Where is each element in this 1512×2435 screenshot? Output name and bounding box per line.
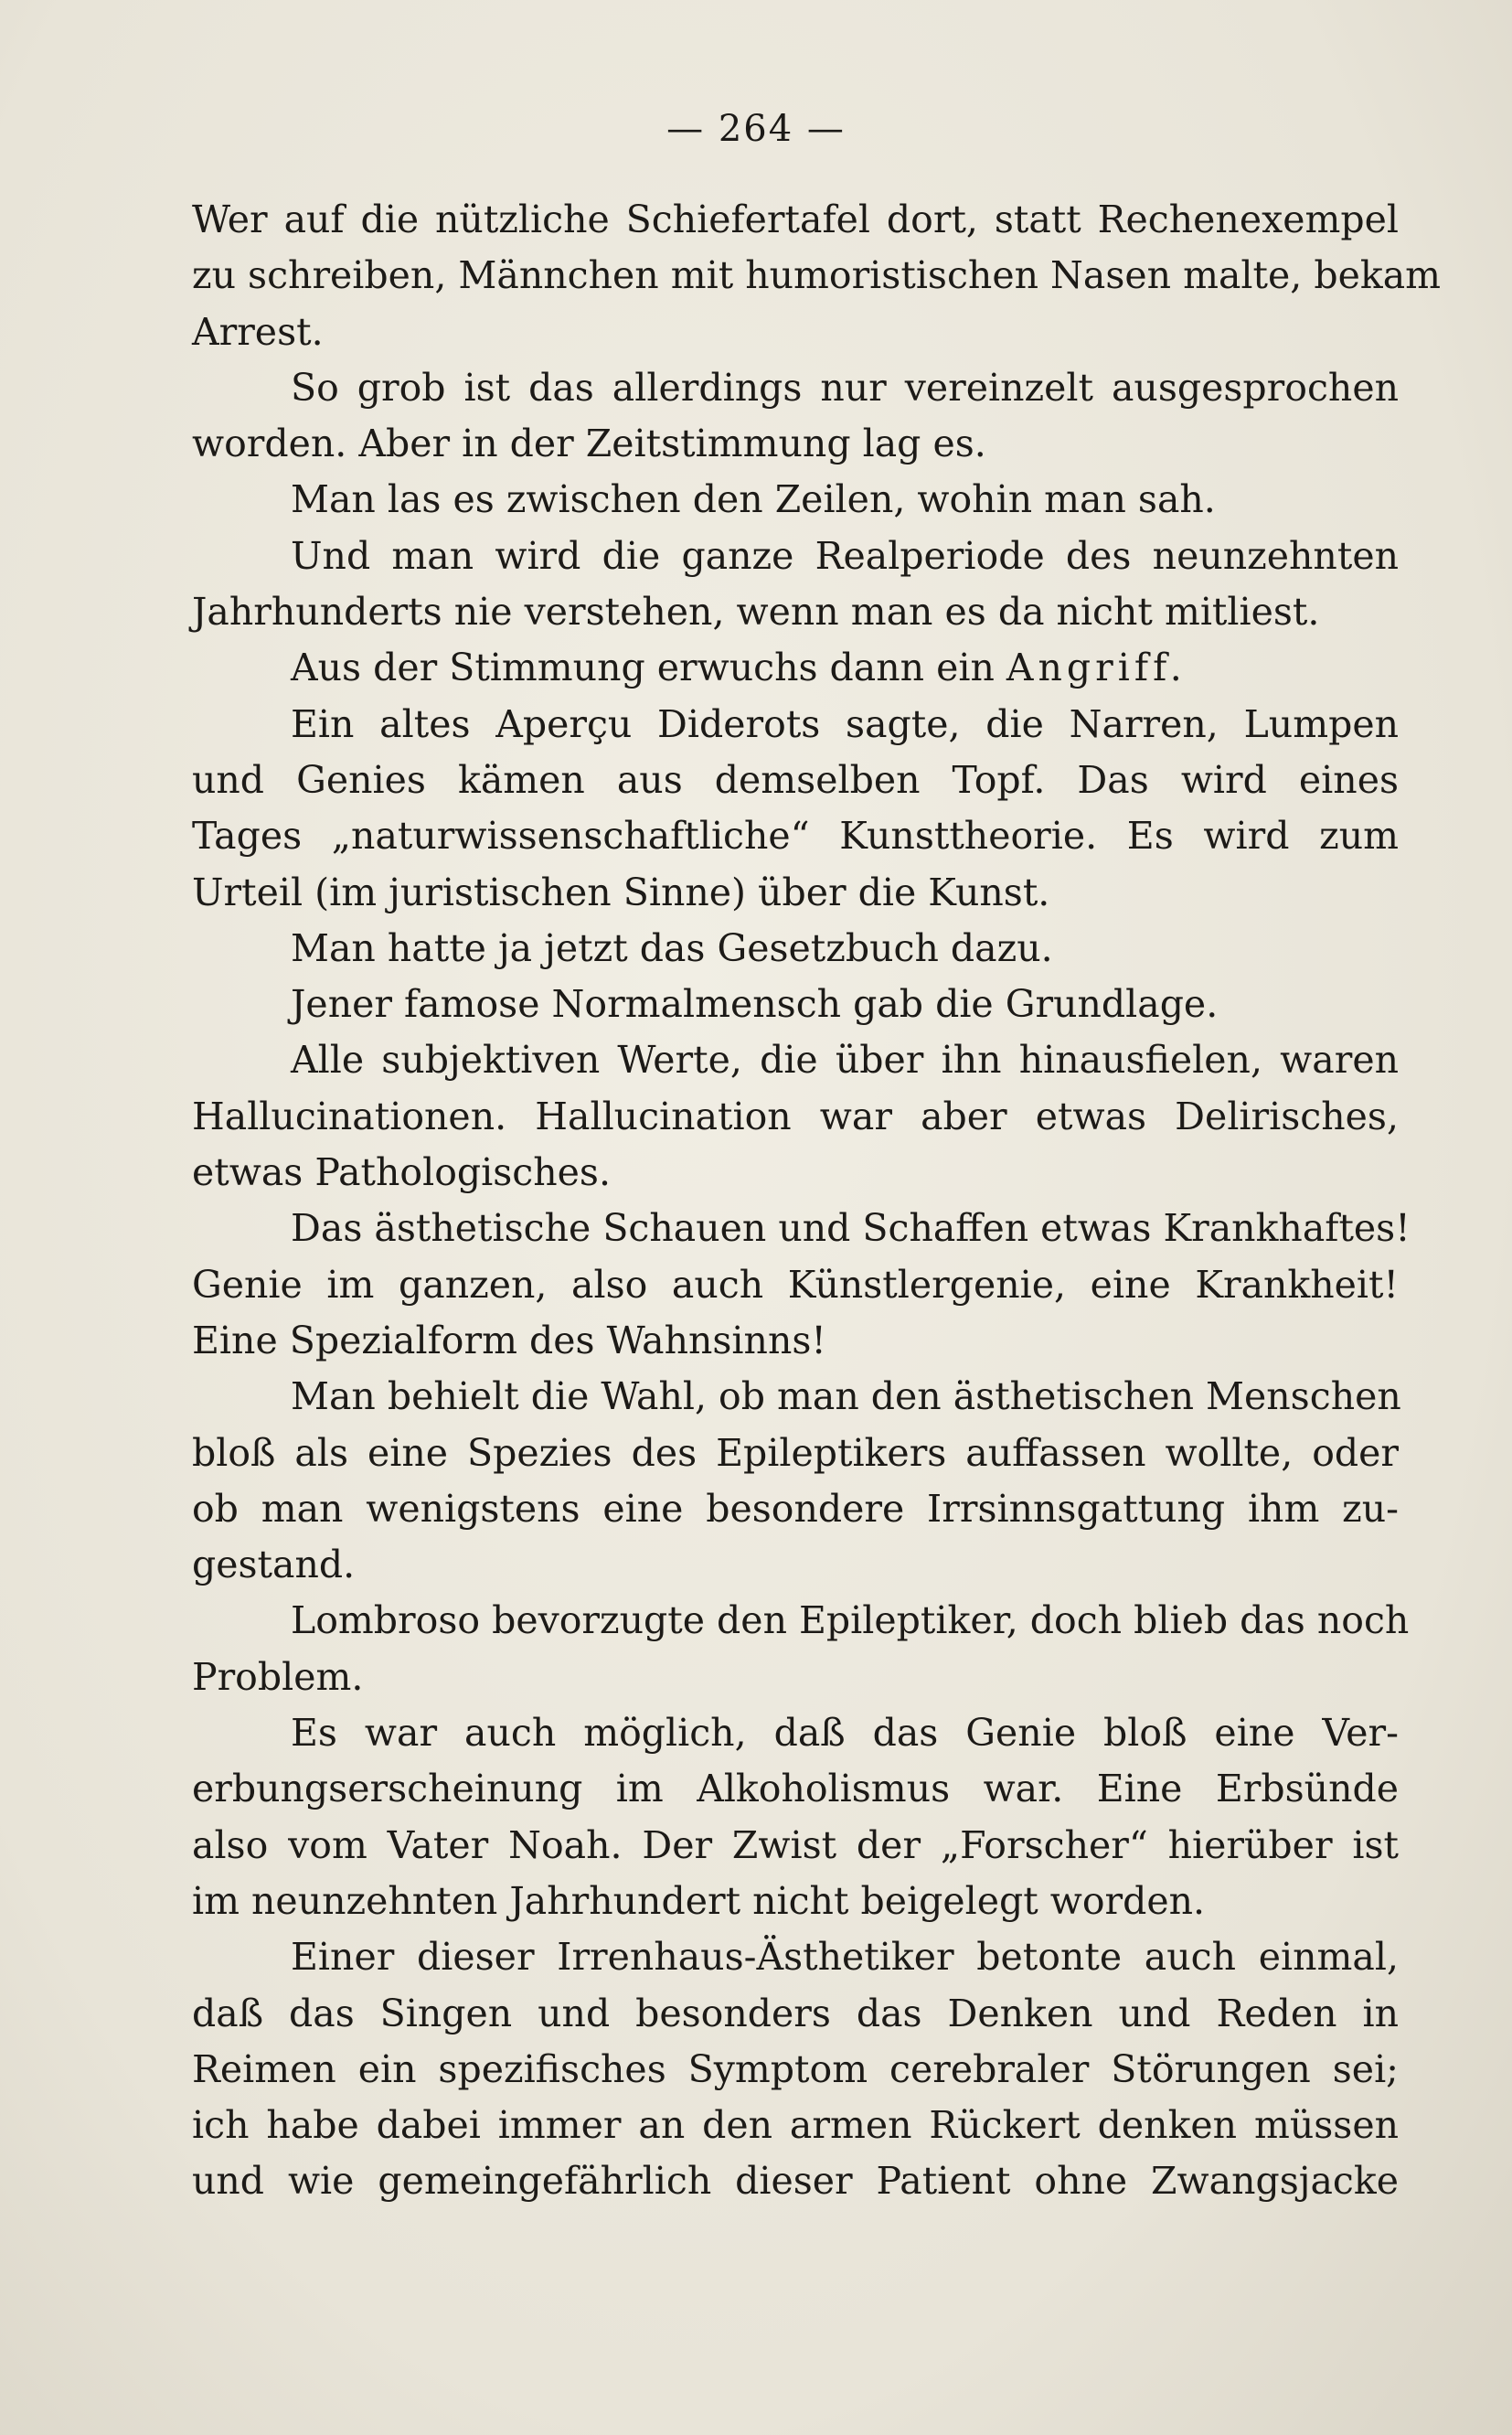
text-line-content: Eine Spezialform des Wahnsinns! [192, 1318, 826, 1362]
text-line [192, 1818, 1399, 1874]
text-line [192, 192, 1399, 248]
text-line-content: daß das Singen und besonders das Denken und Reden in [192, 1991, 1399, 2035]
text-line-content: Jahrhunderts nie verstehen, wenn man es da nicht mitliest. [192, 590, 1320, 635]
text-line [192, 529, 1399, 584]
text-line [192, 1032, 1399, 1088]
text-line [192, 1593, 1410, 1649]
text-line-content: bloß als eine Spezies des Epileptikers auffassen wollte, oder [192, 1430, 1399, 1475]
text-line [192, 1929, 1399, 1985]
body-text [192, 192, 1442, 2210]
text-line-content: Ein altes Aperçu Diderots sagte, die Narren, Lumpen [291, 701, 1399, 746]
text-line [192, 1761, 1399, 1817]
text-line [192, 1481, 1399, 1537]
text-line-content: ich habe dabei immer an den armen Rückert denken müssen [192, 2103, 1399, 2148]
text-line [192, 1537, 1399, 1593]
text-line-content: Man las es zwischen den Zeilen, wohin man sah. [291, 477, 1216, 522]
text-line [192, 1650, 1399, 1705]
text-line-content: Lombroso bevorzugte den Epileptiker, doch blieb das noch [291, 1598, 1410, 1643]
text-line-content: im neunzehnten Jahrhundert nicht beigelegt worden. [192, 1878, 1206, 1923]
text-line-content: Arrest. [192, 309, 324, 354]
text-line [192, 304, 1399, 360]
text-line [192, 753, 1399, 808]
page-number: — 264 — [666, 108, 846, 150]
text-line-content: Das ästhetische Schauen und Schaffen etwas Krankhaftes! [291, 1206, 1411, 1251]
text-line-content: ob man wenigstens eine besondere Irrsinnsgattung ihm zu- [192, 1486, 1399, 1531]
text-line [192, 416, 1399, 472]
text-line [192, 640, 1399, 696]
text-line [192, 584, 1399, 640]
text-line-content: Wer auf die nützliche Schiefertafel dort, statt Rechenexempel [192, 198, 1399, 241]
text-line-content: worden. Aber in der Zeitstimmung lag es. [192, 422, 986, 466]
text-line-content: gestand. [192, 1543, 356, 1587]
text-line [192, 808, 1399, 864]
text-line [192, 977, 1399, 1032]
text-line-content: Reimen ein spezifisches Symptom cerebraler Störungen sei; [192, 2046, 1399, 2091]
text-line [192, 360, 1399, 416]
text-line-content: Urteil (im juristischen Sinne) über die Kunst. [192, 870, 1050, 914]
text-line [192, 1874, 1399, 1929]
text-line [192, 1426, 1399, 1481]
text-line [192, 1201, 1411, 1256]
text-line-content: Einer dieser Irrenhaus-Ästhetiker betonte auch einmal, [291, 1935, 1399, 1980]
text-line-content: Man hatte ja jetzt das Gesetzbuch dazu. [291, 925, 1053, 970]
text-line-content: Problem. [192, 1654, 364, 1699]
text-line-content: und wie gemeingefährlich dieser Patient ohne Zwangsjacke [192, 2159, 1399, 2204]
text-line-content: etwas Pathologisches. [192, 1150, 612, 1195]
text-line [192, 865, 1399, 921]
emphasized-word: Angriff. [1006, 646, 1187, 690]
text-line-content: Alle subjektiven Werte, die über ihn hinausfielen, waren [291, 1038, 1399, 1083]
text-line-content: Genie im ganzen, also auch Künstlergenie, eine Krankheit! [192, 1262, 1399, 1307]
text-line-content: Und man wird die ganze Realperiode des neunzehnten [291, 533, 1399, 578]
text-line [192, 1369, 1399, 1425]
text-line [192, 2042, 1399, 2098]
text-line-content: Hallucinationen. Hallucination war aber etwas Delirisches, [192, 1094, 1399, 1138]
text-line-content: Tages „naturwissenschaftliche“ Kunsttheorie. Es wird zum [192, 814, 1399, 859]
text-line-content: Man behielt die Wahl, ob man den ästhetischen Menschen [291, 1374, 1401, 1419]
text-line [192, 2153, 1399, 2209]
text-line [192, 697, 1399, 753]
text-line-content: also vom Vater Noah. Der Zwist der „Forscher“ hierüber ist [192, 1822, 1399, 1867]
text-line [192, 472, 1399, 528]
text-line [192, 248, 1442, 304]
text-line-content: Jener famose Normalmensch gab die Grundlage. [291, 982, 1219, 1027]
text-line [192, 1145, 1399, 1201]
text-line [192, 1313, 1399, 1369]
text-line-content: Aus der Stimmung erwuchs dann ein [291, 646, 995, 690]
text-line [192, 1705, 1399, 1761]
text-line [192, 1986, 1399, 2042]
text-line-content: und Genies kämen aus demselben Topf. Das wird eines [192, 757, 1399, 802]
text-line-content: Es war auch möglich, daß das Genie bloß eine Ver- [291, 1711, 1399, 1756]
text-line-content: erbungserscheinung im Alkoholismus war. Eine Erbsünde [192, 1767, 1399, 1811]
text-line [192, 921, 1399, 977]
text-line [192, 2098, 1399, 2153]
text-line-content: So grob ist das allerdings nur vereinzelt ausgesprochen [291, 365, 1399, 410]
text-line-content: zu schreiben, Männchen mit humoristischen Nasen malte, bekam [192, 253, 1442, 298]
text-line [192, 1257, 1399, 1313]
text-line [192, 1089, 1399, 1145]
